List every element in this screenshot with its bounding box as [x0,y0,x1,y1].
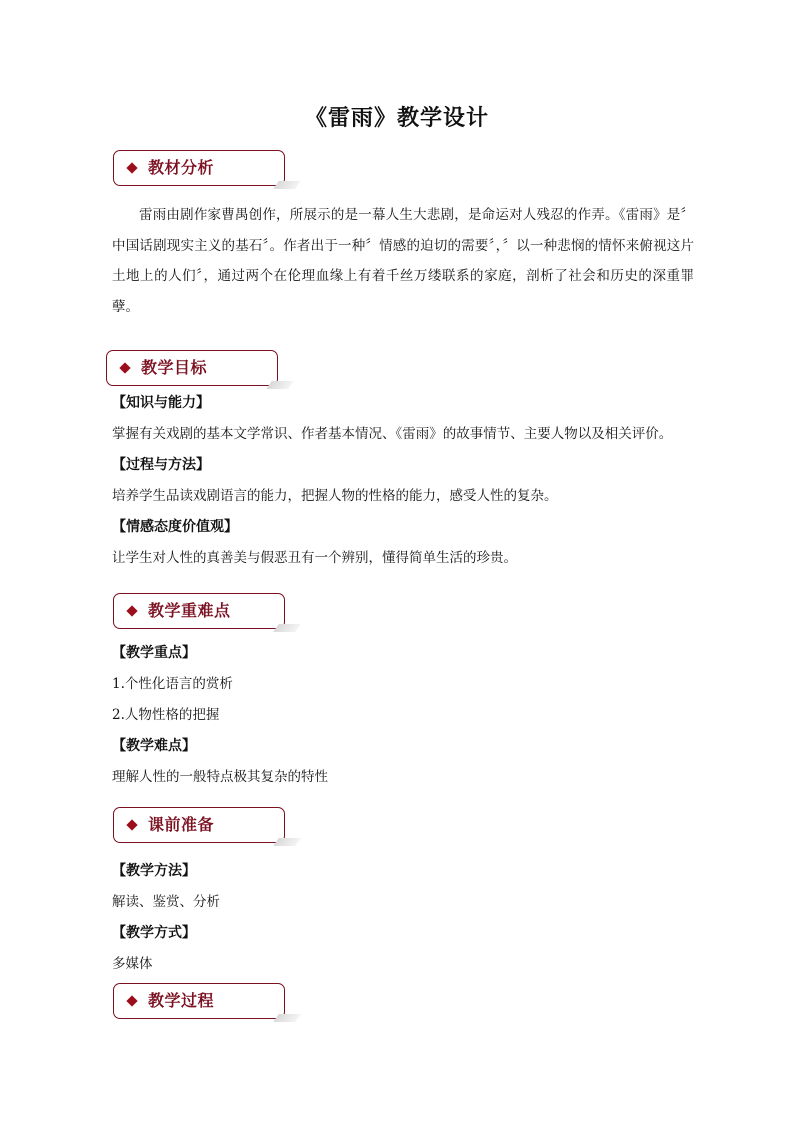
diamond-icon [126,819,137,830]
analysis-paragraph: 雷雨由剧作家曹禺创作，所展示的是一幕人生大悲剧，是命运对人残忍的作弄。《雷雨》是〞中国话剧现实主义的基石〞。作者出于一种〞情感的迫切的需要〞，〞以一种悲悯的情怀来俯视这片土地上的人们〞，通过两个在伦理血缘上有着千丝万缕联系的家庭，剖析了社会和历史的深重罪孽。 [112,207,694,315]
section-heading-text: 教学重难点 [148,601,231,620]
knowledge-text: 掌握有关戏剧的基本文学常识、作者基本情况、《雷雨》的故事情节、主要人物以及相关评价。 [112,426,673,442]
process-label: 【过程与方法】 [112,457,210,473]
section-heading-preparation [113,807,285,843]
method-label: 【教学方法】 [112,863,196,879]
diamond-icon [126,162,137,173]
section-heading-text: 课前准备 [148,815,215,834]
process-text: 培养学生品读戏剧语言的能力，把握人物的性格的能力，感受人性的复杂。 [112,488,558,504]
diamond-icon [119,362,130,373]
section-heading-text: 教学目标 [141,358,208,377]
emotion-text: 让学生对人性的真善美与假恶丑有一个辨别，懂得简单生活的珍贵。 [112,550,517,566]
focus-label: 【教学重点】 [112,645,196,661]
diamond-icon [126,605,137,616]
diamond-icon [126,995,137,1006]
heading-shadow [273,838,301,846]
method-text: 解读、鉴赏、分析 [112,894,220,910]
section-heading-text: 教学过程 [148,991,215,1010]
focus-item-2: 2.人物性格的把握 [112,707,220,723]
heading-shadow [273,181,301,189]
heading-shadow [266,381,294,389]
difficulty-text: 理解人性的一般特点极其复杂的特性 [112,769,328,785]
heading-shadow [273,1014,301,1022]
knowledge-label: 【知识与能力】 [112,395,210,411]
section-heading-goals [106,350,278,386]
section-heading-analysis [113,150,285,186]
section-heading-process [113,983,285,1019]
mode-text: 多媒体 [112,956,153,972]
emotion-label: 【情感态度价值观】 [112,519,238,535]
mode-label: 【教学方式】 [112,925,196,941]
heading-shadow [273,624,301,632]
section-heading-text: 教材分析 [148,158,215,177]
focus-item-1: 1.个性化语言的赏析 [112,676,233,692]
difficulty-label: 【教学难点】 [112,738,196,754]
document-title: 《雷雨》教学设计 [304,105,489,131]
section-heading-key-points [113,593,285,629]
